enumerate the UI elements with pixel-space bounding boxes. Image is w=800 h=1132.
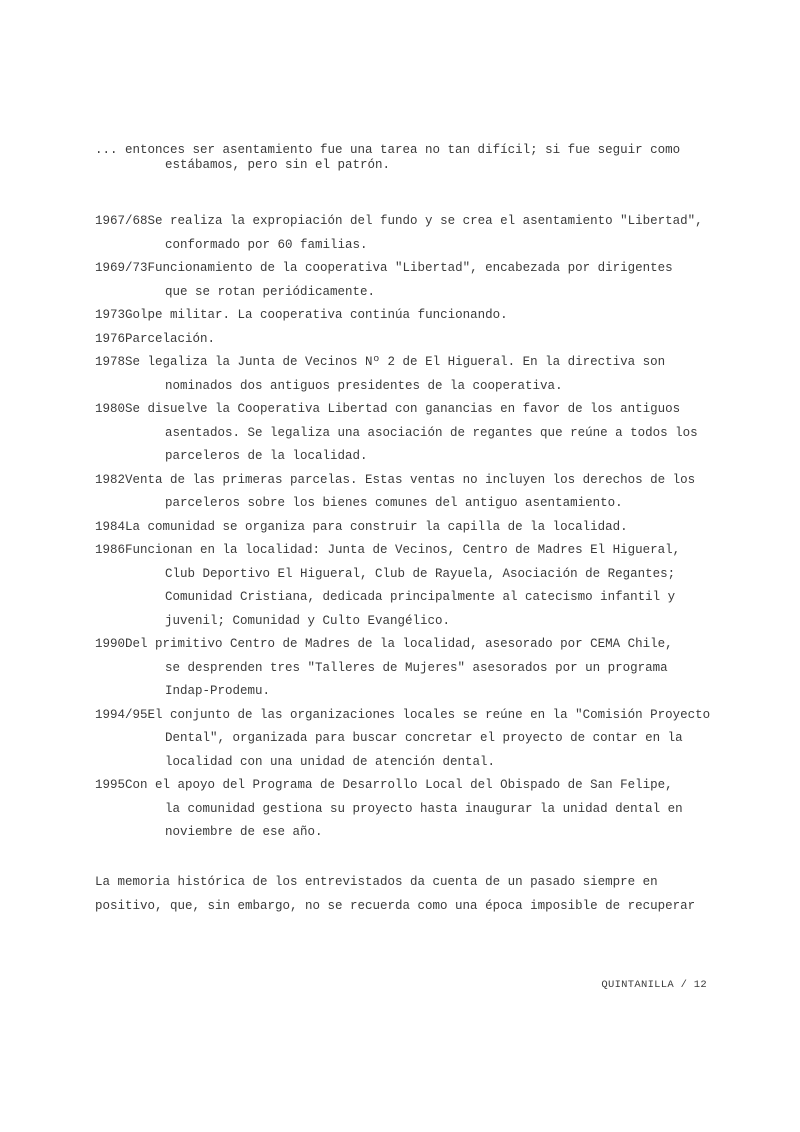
entry-year: 1984 [95, 519, 126, 534]
chronology-entry [95, 516, 715, 540]
entry-year: 1994/95 [95, 707, 148, 722]
entry-text: Se realiza la expropiación del fundo y se crea el asentamiento "Libertad", [147, 214, 703, 228]
entry-year: 1976 [95, 331, 126, 346]
chronology-entry [95, 351, 715, 398]
closing-line-2: positivo, que, sin embargo, no se recuerda como una época imposible de recuperar [95, 898, 696, 913]
closing-paragraph [95, 871, 720, 918]
entry-text: Del primitivo Centro de Madres de la localidad, asesorado por CEMA Chile, [125, 637, 673, 651]
entry-year: 1982 [95, 472, 126, 487]
entry-year: 1978 [95, 355, 126, 369]
closing-line-1: La memoria histórica de los entrevistados da cuenta de un pasado siempre en [95, 875, 658, 889]
entry-text: Parcelación. [125, 331, 216, 346]
interview-quote [95, 143, 715, 173]
entry-text: Golpe militar. La cooperativa continúa funcionando. [125, 308, 508, 322]
entry-text-continuation: localidad con una unidad de atención dental. [165, 754, 496, 769]
entry-text-continuation: asentados. Se legaliza una asociación de regantes que reúne a todos los [165, 425, 698, 440]
entry-text-continuation: conformado por 60 familias. [165, 237, 368, 252]
entry-text-continuation: Dental", organizada para buscar concretar el proyecto de contar en la [165, 731, 683, 745]
chronology-entry [95, 633, 715, 704]
entry-text-continuation: noviembre de ese año. [165, 825, 323, 839]
chronology-entry [95, 328, 715, 352]
chronology-entry [95, 257, 715, 304]
entry-text-continuation: parceleros de la localidad. [165, 449, 368, 463]
quote-line-2: estábamos, pero sin el patrón. [165, 158, 391, 172]
chronology-entry [95, 398, 715, 469]
entry-year: 1986 [95, 543, 126, 557]
entry-year: 1973 [95, 308, 126, 322]
chronology-entry [95, 539, 715, 633]
entry-text-continuation: que se rotan periódicamente. [165, 284, 376, 299]
entry-text: El conjunto de las organizaciones locales se reúne en la "Comisión Proyecto [147, 707, 711, 722]
entry-text-continuation: la comunidad gestiona su proyecto hasta inaugurar la unidad dental en [165, 801, 683, 816]
entry-text: Funcionamiento de la cooperativa "Libertad", encabezada por dirigentes [147, 261, 673, 275]
entry-text-continuation: se desprenden tres "Talleres de Mujeres" asesorados por un programa [165, 660, 668, 675]
chronology-entry [95, 210, 715, 257]
running-head-page-number: QUINTANILLA / 12 [601, 979, 707, 991]
chronology-entry [95, 704, 715, 775]
entry-year: 1969/73 [95, 261, 148, 275]
entry-year: 1995 [95, 778, 126, 792]
chronology-entry [95, 304, 715, 328]
entry-text-continuation: Indap-Prodemu. [165, 684, 271, 698]
chronology-entry [95, 469, 715, 516]
entry-text: Con el apoyo del Programa de Desarrollo Local del Obispado de San Felipe, [125, 778, 673, 792]
quote-line-1: ... entonces ser asentamiento fue una tarea no tan difícil; si fue seguir como [95, 143, 681, 157]
entry-text: Se disuelve la Cooperativa Libertad con ganancias en favor de los antiguos [125, 402, 681, 416]
entry-text-continuation: juvenil; Comunidad y Culto Evangélico. [165, 613, 451, 628]
entry-text-continuation: Comunidad Cristiana, dedicada principalmente al catecismo infantil y [165, 590, 676, 604]
entry-text: Funcionan en la localidad: Junta de Vecinos, Centro de Madres El Higueral, [125, 543, 681, 557]
entry-year: 1967/68 [95, 214, 148, 228]
entry-text: Venta de las primeras parcelas. Estas ventas no incluyen los derechos de los [125, 472, 696, 487]
entry-text: La comunidad se organiza para construir la capilla de la localidad. [125, 519, 628, 534]
entry-text-continuation: nominados dos antiguos presidentes de la cooperativa. [165, 378, 563, 393]
entry-year: 1990 [95, 637, 126, 651]
entry-text-continuation: Club Deportivo El Higueral, Club de Rayuela, Asociación de Regantes; [165, 566, 676, 581]
chronology-entry [95, 774, 715, 845]
entry-text: Se legaliza la Junta de Vecinos Nº 2 de El Higueral. En la directiva son [125, 355, 666, 369]
entry-text-continuation: parceleros sobre los bienes comunes del antiguo asentamiento. [165, 496, 623, 510]
entry-year: 1980 [95, 402, 126, 416]
chronology-list [95, 210, 715, 845]
